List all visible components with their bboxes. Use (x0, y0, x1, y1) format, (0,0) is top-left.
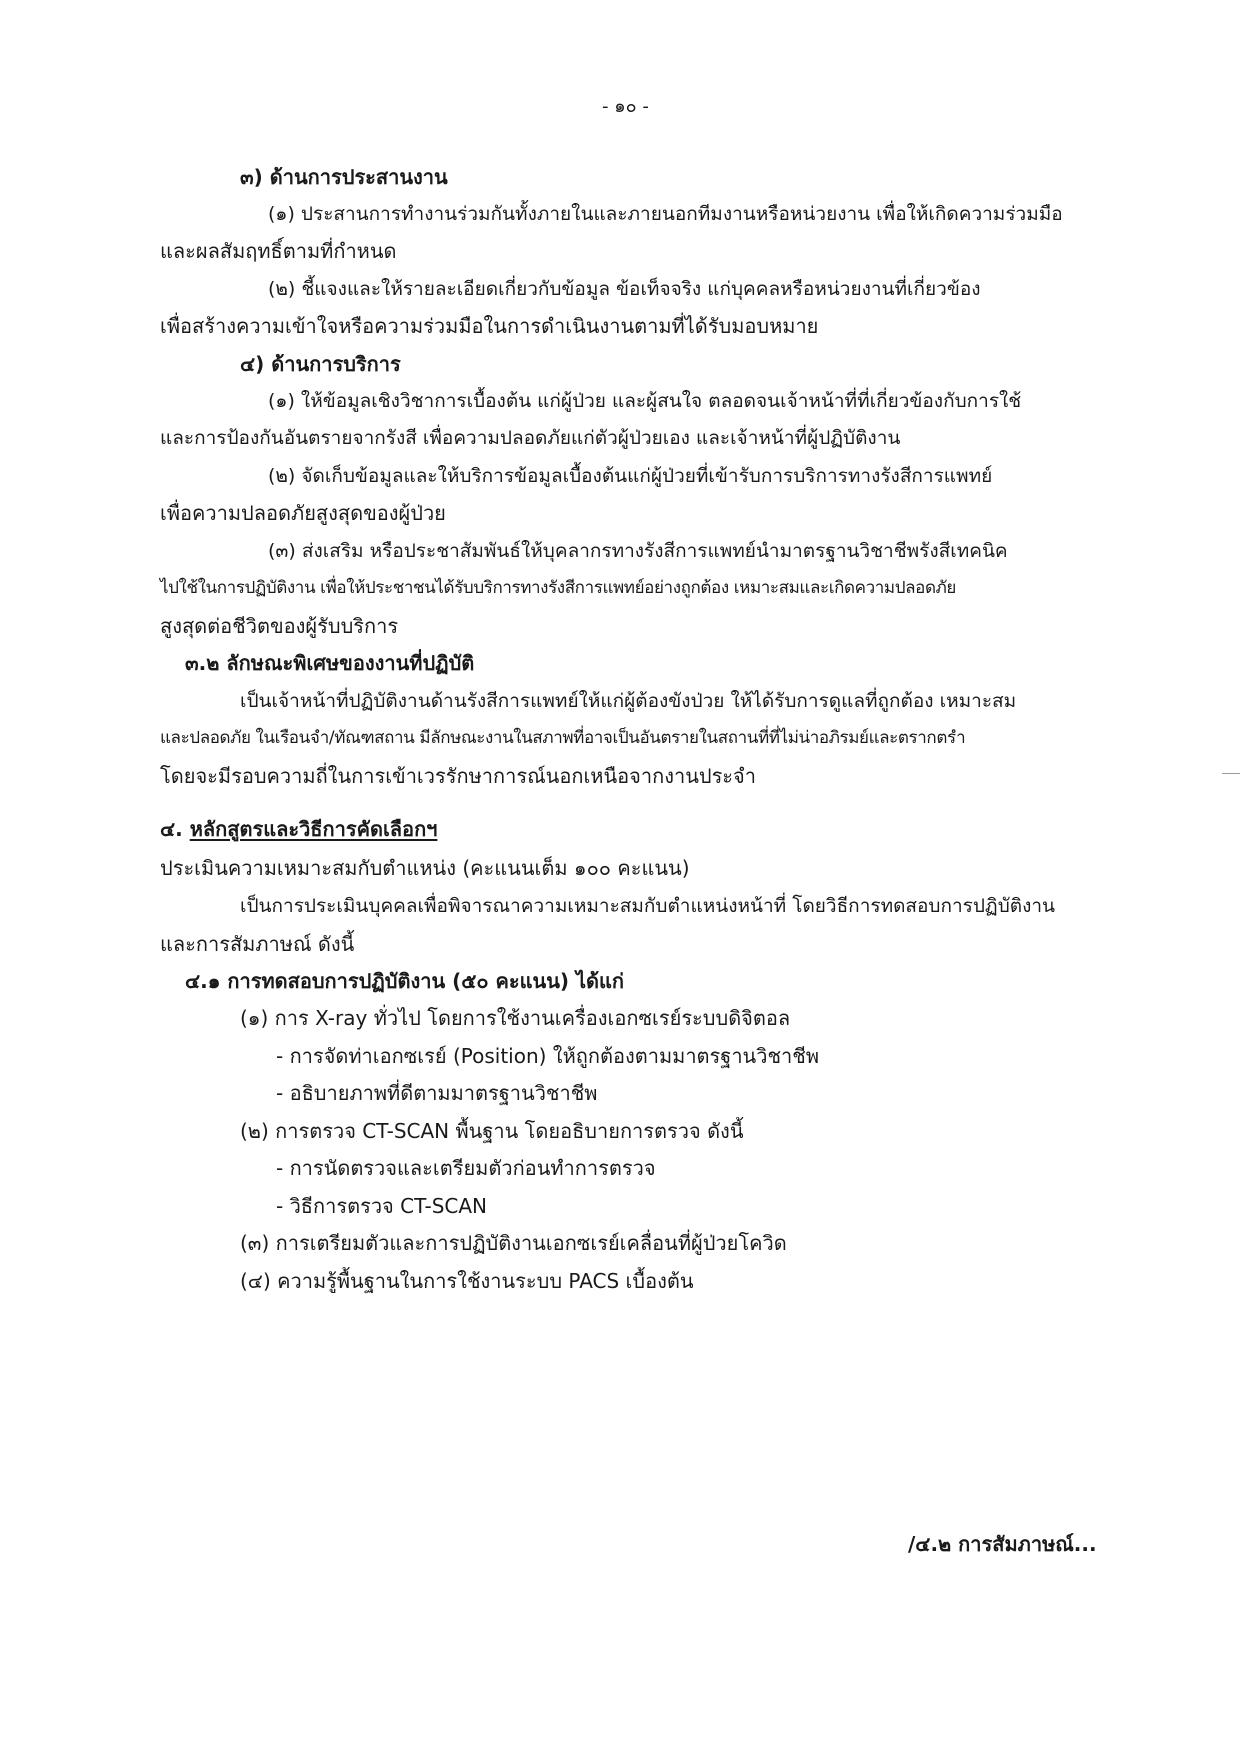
section-4-1-item-1-sub-1: - การจัดท่าเอกซเรย์ (Position) ให้ถูกต้องตามมาตรฐานวิชาชีพ (276, 1044, 820, 1068)
section-4-item-3-line-3: สูงสุดต่อชีวิตของผู้รับบริการ (160, 614, 399, 638)
section-4-1-item-3: (๓) การเตรียมตัวและการปฏิบัติงานเอกซเรย์เคลื่อนที่ผู้ป่วยโควิด (240, 1231, 787, 1255)
section-3-item-1-line-1: (๑) ประสานการทำงานร่วมกันทั้งภายในและภายนอกทีมงานหรือหน่วยงาน เพื่อให้เกิดความร่วมมือ (268, 203, 1063, 225)
section-4-item-3-line-1: (๓) ส่งเสริม หรือประชาสัมพันธ์ให้บุคลากรทางรังสีการแพทย์นำมาตรฐานวิชาชีพรังสีเทคนิค (268, 540, 1008, 562)
section-4-item-1-line-2: และการป้องกันอันตรายจากรังสี เพื่อความปลอดภัยแก่ตัวผู้ป่วยเอง และเจ้าหน้าที่ผู้ปฏิบัติงาน (160, 427, 901, 449)
assessment-line: ประเมินความเหมาะสมกับตำแหน่ง (คะแนนเต็ม ๑๐๐ คะแนน) (160, 856, 690, 880)
scan-edge-mark (1222, 773, 1240, 774)
section-4-item-2-line-2: เพื่อความปลอดภัยสูงสุดของผู้ป่วย (160, 501, 446, 525)
page-number: - ๑๐ - (602, 96, 649, 117)
section-4-1-heading: ๔.๑ การทดสอบการปฏิบัติงาน (๕๐ คะแนน) ได้แก่ (185, 969, 625, 993)
section-4-item-2-line-1: (๒) จัดเก็บข้อมูลและให้บริการข้อมูลเบื้องต้นแก่ผู้ป่วยที่เข้ารับการบริการทางรังสีการแพทย์ (268, 465, 993, 487)
section-4-heading: ๔) ด้านการบริการ (240, 352, 401, 376)
assessment-desc-line-2: และการสัมภาษณ์ ดังนี้ (160, 932, 355, 956)
section-4-1-item-1-sub-2: - อธิบายภาพที่ดีตามมาตรฐานวิชาชีพ (276, 1081, 598, 1105)
section-3-2-line-2: และปลอดภัย ในเรือนจำ/ทัณฑสถาน มีลักษณะงานในสภาพที่อาจเป็นอันตรายในสถานที่ที่ไม่น่าอภิรมย์และตรากตรำ (160, 728, 966, 748)
section-3-2-line-3: โดยจะมีรอบความถี่ในการเข้าเวรรักษาการณ์นอกเหนือจากงานประจำ (160, 764, 756, 788)
section-4-1-item-2: (๒) การตรวจ CT-SCAN พื้นฐาน โดยอธิบายการตรวจ ดังนี้ (240, 1119, 744, 1143)
section-4-1-item-1: (๑) การ X-ray ทั่วไป โดยการใช้งานเครื่องเอกซเรย์ระบบดิจิตอล (240, 1006, 791, 1030)
section-3-2-line-1: เป็นเจ้าหน้าที่ปฏิบัติงานด้านรังสีการแพทย์ให้แก่ผู้ต้องขังป่วย ให้ได้รับการดูแลที่ถูกต้อง เหมาะสม (240, 690, 1017, 712)
section-3-item-1-line-2: และผลสัมฤทธิ์ตามที่กำหนด (160, 239, 397, 263)
section-4-item-1-line-1: (๑) ให้ข้อมูลเชิงวิชาการเบื้องต้น แก่ผู้ป่วย และผู้สนใจ ตลอดจนเจ้าหน้าที่ที่เกี่ยวข้องกับการใช้ (268, 390, 1022, 412)
section-4-1-item-4: (๔) ความรู้พื้นฐานในการใช้งานระบบ PACS เบื้องต้น (240, 1269, 694, 1293)
section-4-item-3-line-2: ไปใช้ในการปฏิบัติงาน เพื่อให้ประชาชนได้รับบริการทางรังสีการแพทย์อย่างถูกต้อง เหมาะสมและเกิดความปลอดภัย (160, 578, 956, 598)
section-4-1-item-2-sub-1: - การนัดตรวจและเตรียมตัวก่อนทำการตรวจ (276, 1156, 656, 1180)
section-3-2-heading: ๓.๒ ลักษณะพิเศษของงานที่ปฏิบัติ (185, 651, 475, 675)
section-4-1-item-2-sub-2: - วิธีการตรวจ CT-SCAN (276, 1194, 487, 1218)
section-3-item-2-line-1: (๒) ชี้แจงและให้รายละเอียดเกี่ยวกับข้อมูล ข้อเท็จจริง แก่บุคคลหรือหน่วยงานที่เกี่ยวข้อง (268, 278, 981, 300)
assessment-desc-line-1: เป็นการประเมินบุคคลเพื่อพิจารณาความเหมาะสมกับตำแหน่งหน้าที่ โดยวิธีการทดสอบการปฏิบัติงาน (240, 895, 1056, 917)
section-4-main-heading (160, 814, 437, 844)
section-3-heading: ๓) ด้านการประสานงาน (240, 165, 448, 189)
section-4-main-title: หลักสูตรและวิธีการคัดเลือกฯ (189, 817, 438, 841)
section-3-item-2-line-2: เพื่อสร้างความเข้าใจหรือความร่วมมือในการดำเนินงานตามที่ได้รับมอบหมาย (160, 314, 819, 338)
section-4-number: ๔. (160, 817, 190, 841)
continuation-note: /๔.๒ การสัมภาษณ์... (908, 1532, 1097, 1556)
